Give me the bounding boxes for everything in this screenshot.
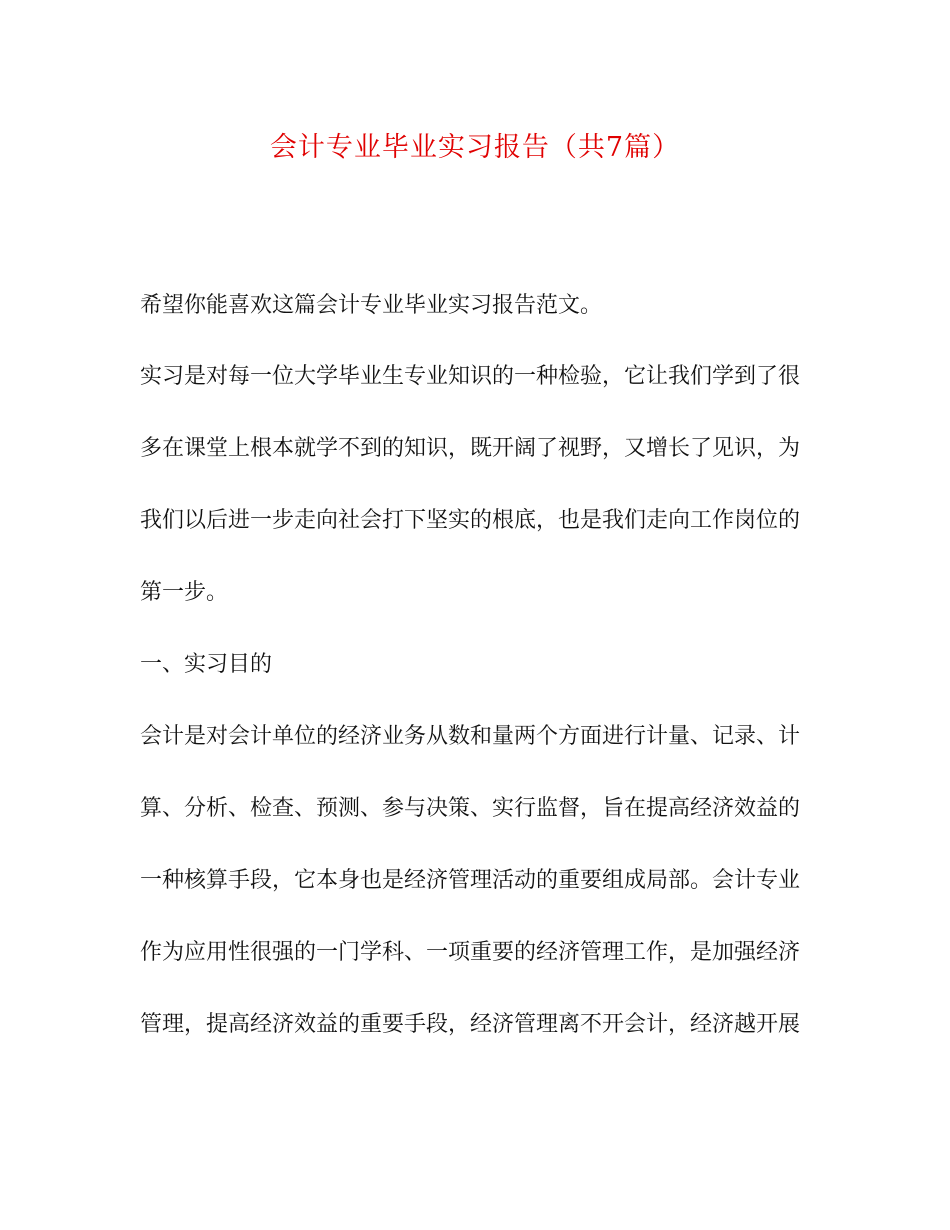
document-title: 会计专业毕业实习报告（共7篇） [269,132,681,163]
paragraph-line: 我们以后进一步走向社会打下坚实的根底，也是我们走向工作岗位的 [140,508,800,533]
paragraph-line: 多在课堂上根本就学不到的知识，既开阔了视野，又增长了见识，为 [140,436,800,461]
intro-line: 希望你能喜欢这篇会计专业毕业实习报告范文。 [140,293,603,318]
paragraph-line: 作为应用性很强的一门学科、一项重要的经济管理工作，是加强经济 [140,940,800,965]
paragraph-line: 一种核算手段，它本身也是经济管理活动的重要组成局部。会计专业 [140,868,800,893]
paragraph-line: 管理，提高经济效益的重要手段，经济管理离不开会计，经济越开展 [140,1012,800,1037]
paragraph-line: 会计是对会计单位的经济业务从数和量两个方面进行计量、记录、计 [140,724,800,749]
paragraph-line: 算、分析、检查、预测、参与决策、实行监督，旨在提高经济效益的 [140,796,800,821]
paragraph-line: 第一步。 [140,580,229,605]
section-heading: 一、实习目的 [140,652,273,677]
paragraph-line: 实习是对每一位大学毕业生专业知识的一种检验，它让我们学到了很 [140,364,800,389]
